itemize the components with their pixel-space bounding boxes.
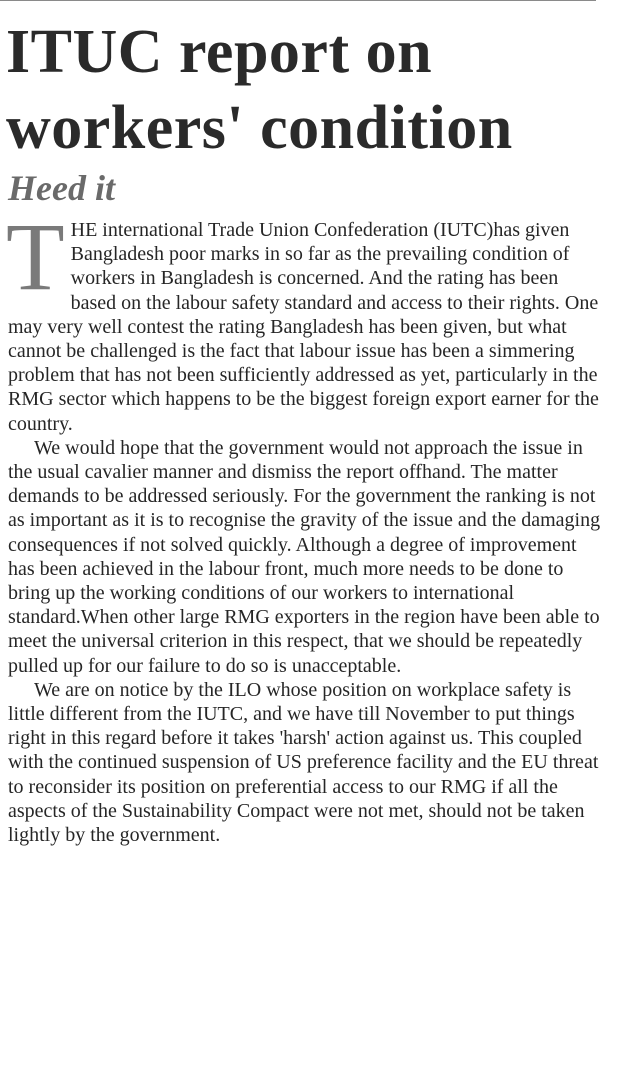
headline: ITUC report on workers' condition bbox=[6, 18, 513, 162]
article-body bbox=[6, 203, 604, 847]
kicker: Heed it bbox=[8, 168, 115, 208]
paragraph-1-text: HE international Trade Union Confederation (IUTC)has given Bangladesh poor marks in so far as the prevailing condition of workers in Bangladesh is concerned. And the rating has been based on the labour safety standard and access to their rights. One may very well contest the rating Bangladesh has been given, but what cannot be challenged is the fact that labour issue has been a simmering problem that has not been sufficiently addressed as yet, particularly in the RMG sector which happens to be the biggest foreign export earner for the country. bbox=[8, 219, 599, 435]
paragraph-1 bbox=[6, 203, 604, 436]
paragraph-3: We are on notice by the ILO whose position on workplace safety is little different from the IUTC, and we have till November to put things right in this regard before it takes 'harsh' action against us. This coupled with the continued suspension of US preference facility and the EU threat to reconsider its position on preferential access to our RMG if all the aspects of the Sustainability Compact were not met, should not be taken lightly by the government. bbox=[8, 678, 599, 847]
top-rule bbox=[0, 0, 596, 1]
dropcap: T bbox=[6, 203, 65, 310]
paragraph-2: We would hope that the government would not approach the issue in the usual cavalier manner and dismiss the report offhand. The matter demands to be addressed seriously. For the government the ranking is not as important as it is to recognise the gravity of the issue and the damaging consequences if not solved quickly. Although a degree of improvement has been achieved in the labour front, much more needs to be done to bring up the working conditions of our workers to international standard.When other large RMG exporters in the region have been able to meet the universal criterion in this respect, that we should be repeatedly pulled up for our failure to do so is unacceptable. bbox=[8, 436, 601, 677]
